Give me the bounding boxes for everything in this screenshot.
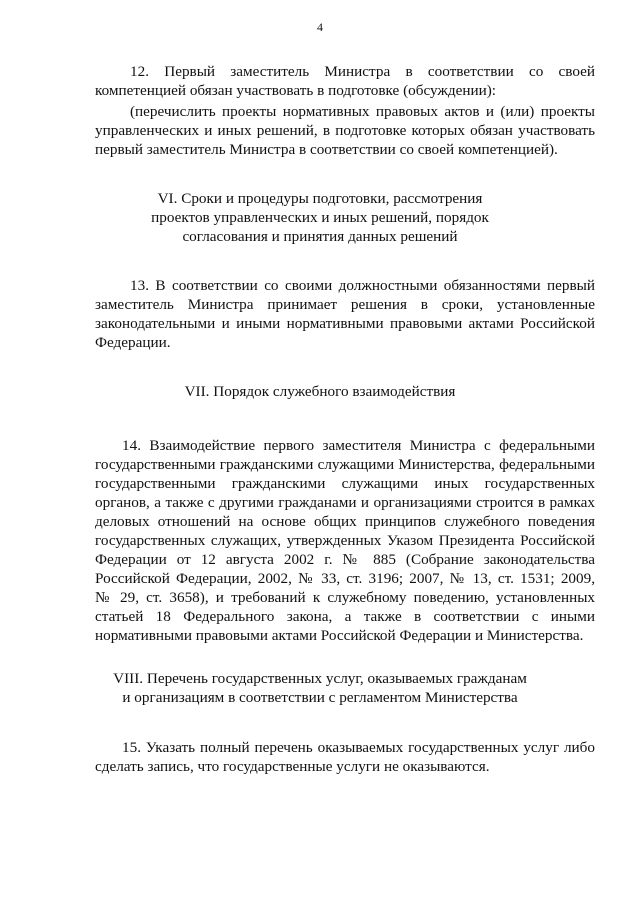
- text-line: компетенцией обязан участвовать в подготовке (обсуждении):: [95, 82, 496, 99]
- text-line: государственными гражданскими служащими Министерства, федеральными: [95, 456, 595, 473]
- text-line: управленческих и иных решений, в подготовке которых обязан участвовать: [95, 122, 595, 139]
- text-line: № 29, ст. 3658), и требований к служебному поведению, установленных: [95, 589, 595, 606]
- text-line: 13. В соответствии со своими должностными обязанностями первый: [130, 277, 595, 294]
- text-line: Федерации от 12 августа 2002 г. № 885 (Собрание законодательства: [95, 551, 595, 568]
- text-line: статьей 18 Федерального закона, а также в соответствии с иными: [95, 608, 595, 625]
- section-heading-7: VII. Порядок служебного взаимодействия: [184, 383, 456, 400]
- heading-line: VIII. Перечень государственных услуг, оказываемых гражданам: [113, 670, 527, 687]
- text-line: законодательными и иными нормативными правовыми актами Российской: [95, 315, 595, 332]
- heading-line: согласования и принятия данных решений: [182, 228, 458, 245]
- text-line: (перечислить проекты нормативных правовых актов и (или) проекты: [130, 103, 595, 120]
- text-line: 12. Первый заместитель Министра в соответствии со своей: [130, 63, 595, 80]
- text-line: органов, а также с другими гражданами и организациями строится в рамках: [95, 494, 595, 511]
- text-line: государственных служащих, утвержденных Указом Президента Российской: [95, 532, 595, 549]
- text-line: 15. Указать полный перечень оказываемых государственных услуг либо: [122, 739, 595, 756]
- text-line: нормативными правовыми актами Российской Федерации и Министерства.: [95, 627, 584, 644]
- text-line: 14. Взаимодействие первого заместителя Министра с федеральными: [122, 437, 595, 454]
- text-line: заместитель Министра принимает решения в сроки, установленные: [95, 296, 595, 313]
- heading-line: проектов управленческих и иных решений, порядок: [151, 209, 489, 226]
- text-line: Российской Федерации, 2002, № 33, ст. 3196; 2007, № 13, ст. 1531; 2009,: [95, 570, 595, 587]
- text-line: деловых отношений на основе общих принципов служебного поведения: [95, 513, 595, 530]
- text-line: первый заместитель Министра в соответствии со своей компетенцией).: [95, 141, 558, 158]
- page-number: 4: [317, 20, 323, 34]
- text-line: государственными гражданскими служащими иных государственных: [95, 475, 595, 492]
- text-line: сделать запись, что государственные услуги не оказываются.: [95, 758, 490, 775]
- heading-line: и организациям в соответствии с регламентом Министерства: [122, 689, 518, 706]
- heading-line: VI. Сроки и процедуры подготовки, рассмотрения: [157, 190, 483, 207]
- text-line: Федерации.: [95, 334, 171, 351]
